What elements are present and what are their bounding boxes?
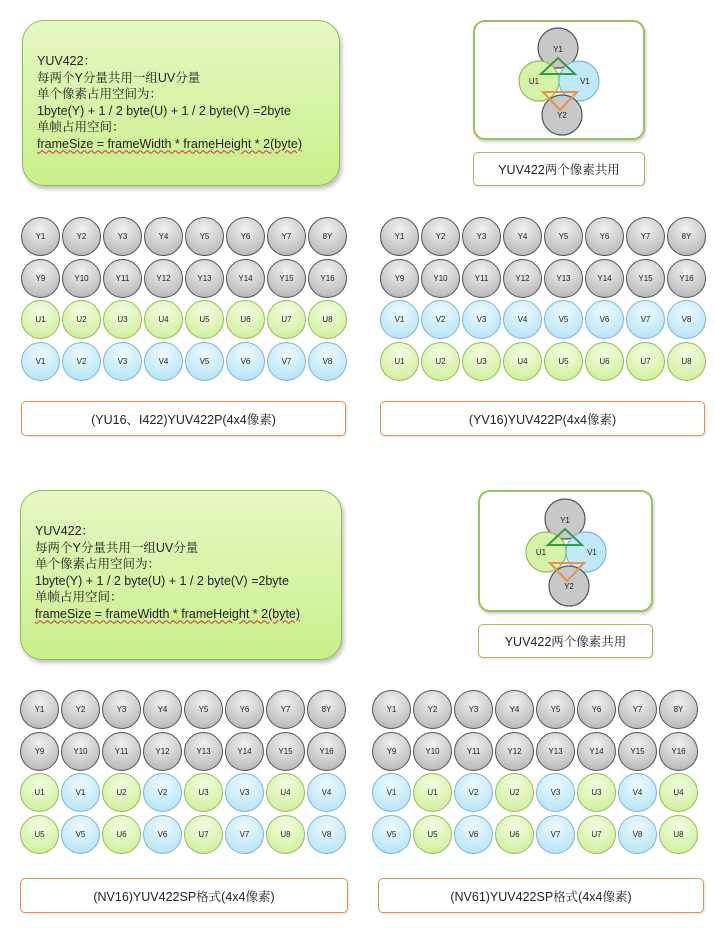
note-line: 每两个Y分量共用一组UV分量 — [37, 70, 201, 85]
pixel-cell-8y: 8Y — [307, 690, 346, 729]
note-line: 1byte(Y) + 1 / 2 byte(U) + 1 / 2 byte(V) =2byte — [37, 103, 291, 118]
pixel-cell-y11: Y11 — [462, 259, 501, 298]
pixel-cell-y7: Y7 — [618, 690, 657, 729]
pixel-cell-y6: Y6 — [577, 690, 616, 729]
pixel-cell-v2: V2 — [62, 342, 101, 381]
note-line: 单帧占用空间： — [37, 120, 125, 134]
pixel-cell-v3: V3 — [225, 773, 264, 812]
pixel-cell-u2: U2 — [102, 773, 141, 812]
pixel-cell-y7: Y7 — [626, 217, 665, 256]
pixel-cell-y3: Y3 — [462, 217, 501, 256]
pixel-cell-8y: 8Y — [308, 217, 347, 256]
note-line: 单个像素占用空间为： — [35, 557, 161, 571]
pixel-cell-v5: V5 — [185, 342, 224, 381]
pixel-cell-y2: Y2 — [421, 217, 460, 256]
pixel-cell-u2: U2 — [421, 342, 460, 381]
pixel-cell-y4: Y4 — [144, 217, 183, 256]
pixel-cell-y15: Y15 — [267, 259, 306, 298]
pixel-cell-v7: V7 — [267, 342, 306, 381]
pixel-cell-y13: Y13 — [544, 259, 583, 298]
y2-label: Y2 — [557, 111, 567, 120]
note-line: 1byte(Y) + 1 / 2 byte(U) + 1 / 2 byte(V) =2byte — [35, 573, 289, 588]
pixel-cell-y4: Y4 — [503, 217, 542, 256]
pixel-grid — [20, 690, 348, 854]
pixel-cell-y10: Y10 — [413, 732, 452, 771]
pixel-cell-u3: U3 — [184, 773, 223, 812]
pixel-cell-v5: V5 — [372, 815, 411, 854]
pixel-cell-v8: V8 — [307, 815, 346, 854]
pixel-cell-u2: U2 — [495, 773, 534, 812]
pixel-cell-y1: Y1 — [21, 217, 60, 256]
pixel-cell-u4: U4 — [659, 773, 698, 812]
pixel-cell-v3: V3 — [462, 300, 501, 339]
pixel-grid — [372, 690, 700, 854]
mini-caption-bottom: YUV422两个像素共用 — [478, 624, 653, 658]
mini-caption-top: YUV422两个像素共用 — [473, 152, 645, 186]
pixel-cell-u7: U7 — [267, 300, 306, 339]
u1-label: U1 — [535, 548, 547, 557]
pixel-cell-v1: V1 — [380, 300, 419, 339]
pixel-cell-v4: V4 — [144, 342, 183, 381]
note-line: frameSize = frameWidth * frameHeight * 2(byte) — [35, 606, 301, 621]
pixel-cell-v1: V1 — [21, 342, 60, 381]
pixel-cell-y4: Y4 — [143, 690, 182, 729]
pixel-cell-y15: Y15 — [266, 732, 305, 771]
pixel-cell-y5: Y5 — [544, 217, 583, 256]
pixel-cell-y9: Y9 — [21, 259, 60, 298]
pixel-cell-v7: V7 — [626, 300, 665, 339]
pixel-cell-u3: U3 — [103, 300, 142, 339]
mini-diagram-bottom — [478, 490, 653, 612]
pixel-cell-u8: U8 — [308, 300, 347, 339]
pixel-cell-y14: Y14 — [577, 732, 616, 771]
pixel-cell-y15: Y15 — [626, 259, 665, 298]
pixel-cell-y13: Y13 — [184, 732, 223, 771]
pixel-cell-u6: U6 — [585, 342, 624, 381]
y2-label: Y2 — [564, 582, 574, 591]
pixel-cell-v1: V1 — [372, 773, 411, 812]
pixel-cell-y16: Y16 — [667, 259, 706, 298]
pixel-cell-v3: V3 — [103, 342, 142, 381]
pixel-cell-u7: U7 — [626, 342, 665, 381]
pixel-cell-u4: U4 — [144, 300, 183, 339]
pixel-cell-v8: V8 — [618, 815, 657, 854]
grid-caption: (YV16)YUV422P(4x4像素) — [380, 401, 705, 436]
pixel-grid — [380, 217, 708, 381]
pixel-cell-v6: V6 — [143, 815, 182, 854]
pixel-grid — [21, 217, 349, 381]
pixel-cell-v7: V7 — [536, 815, 575, 854]
u1-label: U1 — [528, 77, 540, 86]
pixel-cell-v2: V2 — [421, 300, 460, 339]
pixel-cell-u6: U6 — [226, 300, 265, 339]
pixel-cell-v4: V4 — [618, 773, 657, 812]
pixel-cell-y5: Y5 — [185, 217, 224, 256]
note-line: 单帧占用空间： — [35, 590, 123, 604]
pixel-cell-u8: U8 — [667, 342, 706, 381]
pixel-cell-u3: U3 — [577, 773, 616, 812]
pixel-cell-u5: U5 — [185, 300, 224, 339]
pixel-cell-u5: U5 — [20, 815, 59, 854]
pixel-cell-u4: U4 — [503, 342, 542, 381]
pixel-cell-y2: Y2 — [62, 217, 101, 256]
pixel-cell-v5: V5 — [61, 815, 100, 854]
pixel-cell-y9: Y9 — [380, 259, 419, 298]
pixel-cell-u7: U7 — [577, 815, 616, 854]
pixel-cell-y10: Y10 — [61, 732, 100, 771]
pixel-cell-y5: Y5 — [536, 690, 575, 729]
grid-caption: (YU16、I422)YUV422P(4x4像素) — [21, 401, 346, 436]
pixel-cell-v5: V5 — [544, 300, 583, 339]
pixel-cell-v1: V1 — [61, 773, 100, 812]
pixel-cell-y3: Y3 — [103, 217, 142, 256]
pixel-cell-y2: Y2 — [413, 690, 452, 729]
pixel-cell-y2: Y2 — [61, 690, 100, 729]
grid-caption: (NV16)YUV422SP格式(4x4像素) — [20, 878, 348, 913]
pixel-cell-y12: Y12 — [495, 732, 534, 771]
v1-label: V1 — [580, 77, 590, 86]
pixel-cell-v2: V2 — [143, 773, 182, 812]
pixel-cell-y3: Y3 — [454, 690, 493, 729]
pixel-cell-y11: Y11 — [102, 732, 141, 771]
pixel-cell-u7: U7 — [184, 815, 223, 854]
pixel-cell-y1: Y1 — [380, 217, 419, 256]
pixel-cell-v6: V6 — [454, 815, 493, 854]
pixel-cell-y7: Y7 — [267, 217, 306, 256]
grid-caption: (NV61)YUV422SP格式(4x4像素) — [378, 878, 704, 913]
yuv422-note-bottom — [20, 490, 342, 660]
pixel-cell-y12: Y12 — [503, 259, 542, 298]
pixel-cell-v3: V3 — [536, 773, 575, 812]
pixel-cell-y1: Y1 — [20, 690, 59, 729]
pixel-cell-y14: Y14 — [585, 259, 624, 298]
pixel-cell-y13: Y13 — [536, 732, 575, 771]
pixel-cell-y11: Y11 — [103, 259, 142, 298]
note-line: YUV422： — [37, 54, 97, 68]
pixel-cell-u1: U1 — [380, 342, 419, 381]
pixel-cell-u8: U8 — [266, 815, 305, 854]
pixel-cell-v8: V8 — [667, 300, 706, 339]
pixel-cell-y12: Y12 — [144, 259, 183, 298]
pixel-cell-u5: U5 — [544, 342, 583, 381]
pixel-cell-v6: V6 — [585, 300, 624, 339]
sharing-diagram — [475, 22, 643, 138]
pixel-cell-y6: Y6 — [225, 690, 264, 729]
pixel-cell-y16: Y16 — [659, 732, 698, 771]
pixel-cell-y16: Y16 — [307, 732, 346, 771]
pixel-cell-y15: Y15 — [618, 732, 657, 771]
y1-label: Y1 — [560, 516, 570, 525]
note-line: YUV422： — [35, 524, 95, 538]
note-line: 单个像素占用空间为： — [37, 87, 163, 101]
pixel-cell-v2: V2 — [454, 773, 493, 812]
pixel-cell-y9: Y9 — [372, 732, 411, 771]
pixel-cell-y16: Y16 — [308, 259, 347, 298]
pixel-cell-y3: Y3 — [102, 690, 141, 729]
pixel-cell-v4: V4 — [503, 300, 542, 339]
pixel-cell-y14: Y14 — [225, 732, 264, 771]
pixel-cell-y5: Y5 — [184, 690, 223, 729]
pixel-cell-u8: U8 — [659, 815, 698, 854]
pixel-cell-u5: U5 — [413, 815, 452, 854]
mini-diagram-top — [473, 20, 645, 140]
pixel-cell-y6: Y6 — [226, 217, 265, 256]
pixel-cell-u3: U3 — [462, 342, 501, 381]
pixel-cell-u2: U2 — [62, 300, 101, 339]
pixel-cell-y4: Y4 — [495, 690, 534, 729]
pixel-cell-u1: U1 — [413, 773, 452, 812]
pixel-cell-u1: U1 — [20, 773, 59, 812]
note-line: 每两个Y分量共用一组UV分量 — [35, 540, 199, 555]
pixel-cell-y6: Y6 — [585, 217, 624, 256]
y1-label: Y1 — [553, 45, 563, 54]
pixel-cell-u6: U6 — [495, 815, 534, 854]
pixel-cell-y14: Y14 — [226, 259, 265, 298]
yuv422-note-top — [22, 20, 340, 186]
pixel-cell-v8: V8 — [308, 342, 347, 381]
pixel-cell-u4: U4 — [266, 773, 305, 812]
pixel-cell-y13: Y13 — [185, 259, 224, 298]
v1-label: V1 — [587, 548, 597, 557]
pixel-cell-u1: U1 — [21, 300, 60, 339]
pixel-cell-y10: Y10 — [62, 259, 101, 298]
pixel-cell-y10: Y10 — [421, 259, 460, 298]
pixel-cell-y1: Y1 — [372, 690, 411, 729]
pixel-cell-8y: 8Y — [667, 217, 706, 256]
pixel-cell-y11: Y11 — [454, 732, 493, 771]
pixel-cell-8y: 8Y — [659, 690, 698, 729]
sharing-diagram — [480, 492, 651, 610]
pixel-cell-y7: Y7 — [266, 690, 305, 729]
note-line: frameSize = frameWidth * frameHeight * 2(byte) — [37, 136, 303, 151]
pixel-cell-v4: V4 — [307, 773, 346, 812]
pixel-cell-v7: V7 — [225, 815, 264, 854]
pixel-cell-y12: Y12 — [143, 732, 182, 771]
pixel-cell-v6: V6 — [226, 342, 265, 381]
pixel-cell-y9: Y9 — [20, 732, 59, 771]
pixel-cell-u6: U6 — [102, 815, 141, 854]
